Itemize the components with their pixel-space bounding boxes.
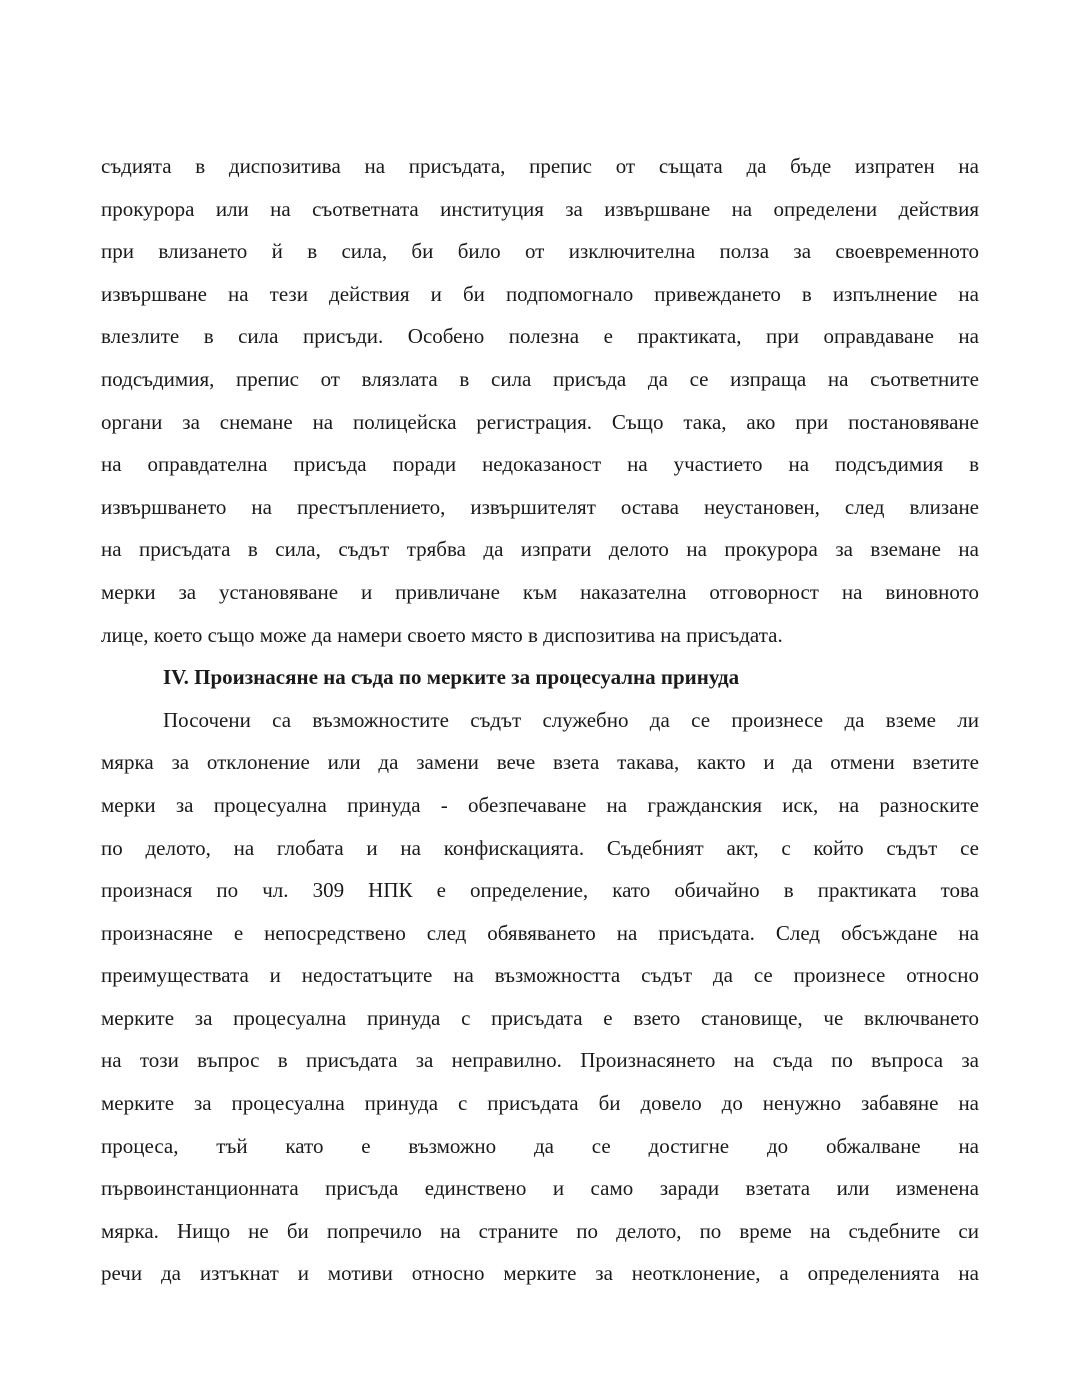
text-line: процеса, тъй като е възможно да се достигне до обжалване на (101, 1133, 979, 1158)
text-line: на оправдателна присъда поради недоказаност на участието на подсъдимия в (101, 452, 979, 477)
text-line: съдията в диспозитива на присъдата, препис от същата да бъде изпратен на (101, 154, 979, 178)
paragraph-1 (101, 145, 979, 656)
text-line: преимуществата и недостатъците на възможността съдът да се произнесе относно (101, 963, 979, 988)
text-line: Посочени са възможностите съдът служебно да се произнесе да вземе ли (163, 707, 979, 732)
text-line: речи да изтъкнат и мотиви относно мерките за неотклонение, а определенията на (101, 1261, 979, 1286)
text-line: на този въпрос в присъдата за неправилно. Произнасянето на съда по въпроса за (101, 1048, 979, 1073)
text-line: лице, което също може да намери своето място в диспозитива на присъдата. (101, 622, 783, 647)
text-line: мерките за процесуална принуда с присъдата е взето становище, че включването (101, 1005, 979, 1030)
text-line: извършване на тези действия и би подпомогнало привеждането в изпълнение на (101, 281, 979, 306)
text-line: подсъдимия, препис от влязлата в сила присъда да се изпраща на съответните (101, 366, 979, 391)
text-line: първоинстанционната присъда единствено и само заради взетата или изменена (101, 1176, 979, 1201)
text-line: произнася по чл. 309 НПК е определение, като обичайно в практиката това (101, 878, 979, 903)
text-line: мярка за отклонение или да замени вече взета такава, както и да отмени взетите (101, 750, 979, 775)
text-line: произнасяне е непосредствено след обявяването на присъдата. След обсъждане на (101, 920, 979, 945)
text-line: при влизането й в сила, би било от изключителна полза за своевременното (101, 239, 979, 264)
text-line: мерки за установяване и привличане към наказателна отговорност на виновното (101, 579, 979, 604)
text-line: по делото, на глобата и на конфискацията. Съдебният акт, с който съдът се (101, 835, 979, 860)
section-heading: IV. Произнасяне на съда по мерките за процесуална принуда (163, 665, 740, 690)
text-line: органи за снемане на полицейска регистрация. Също така, ако при постановяване (101, 409, 979, 434)
text-line: влезлите в сила присъди. Особено полезна е практиката, при оправдаване на (101, 324, 979, 349)
text-line: мерките за процесуална принуда с присъдата би довело до ненужно забавяне на (101, 1091, 979, 1116)
paragraph-2 (101, 699, 979, 1295)
text-line: мярка. Нищо не би попречило на страните по делото, по време на съдебните си (101, 1218, 979, 1243)
document-body (101, 145, 979, 1295)
text-line: извършването на престъплението, извършителят остава неустановен, след влизане (101, 494, 979, 519)
text-line: прокурора или на съответната институция за извършване на определени действия (101, 196, 979, 221)
text-line: мерки за процесуална принуда - обезпечаване на гражданския иск, на разноските (101, 792, 979, 817)
text-line: на присъдата в сила, съдът трябва да изпрати делото на прокурора за вземане на (101, 537, 979, 562)
